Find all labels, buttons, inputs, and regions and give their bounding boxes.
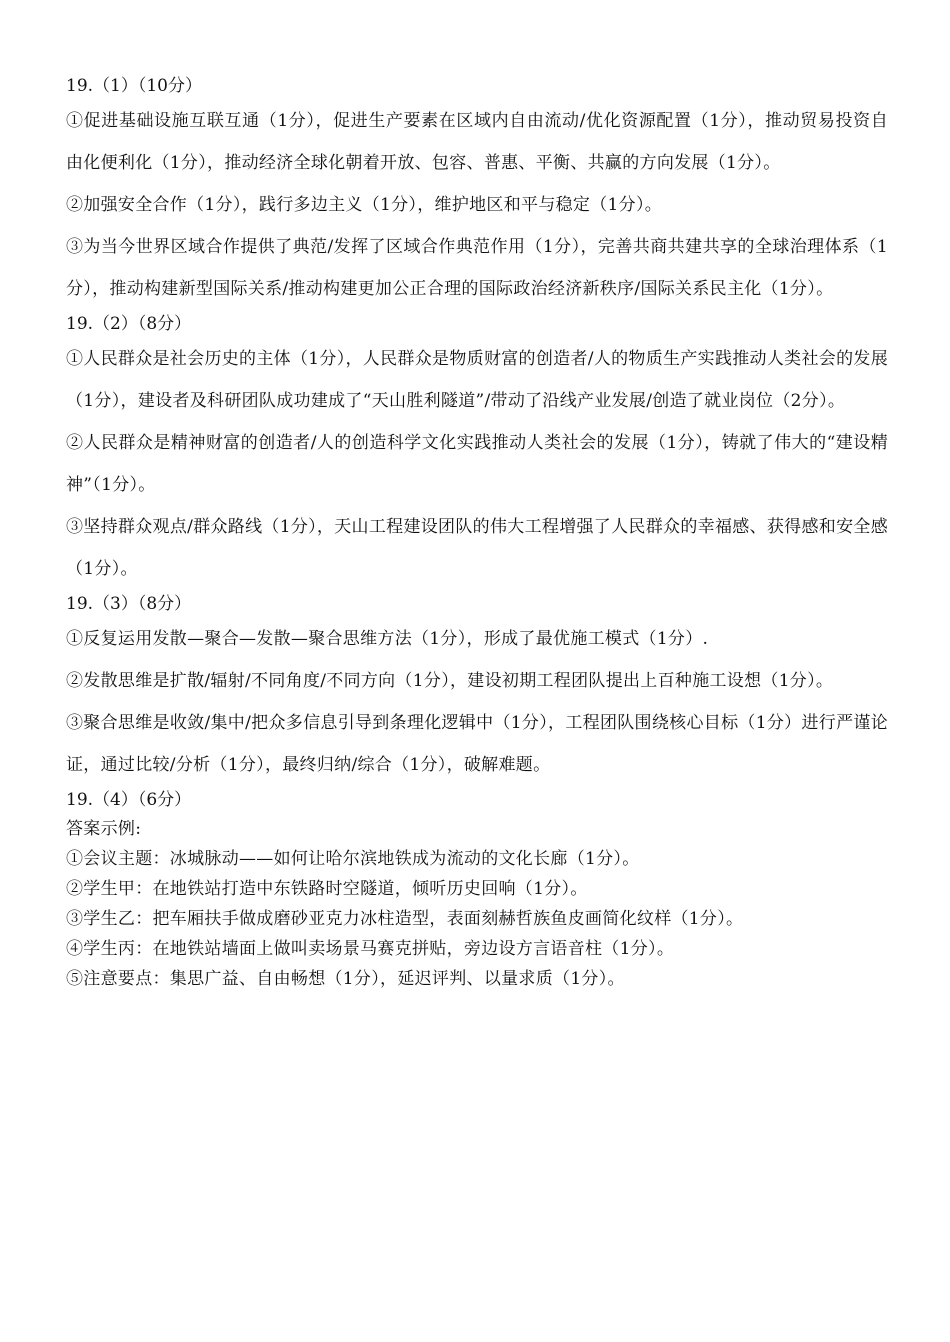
section-4 [66, 786, 888, 994]
section-1-item-2: ②加强安全合作（1分），践行多边主义（1分），维护地区和平与稳定（1分）。 [66, 195, 663, 215]
section-2-heading: 19.（2）（8分） [66, 314, 192, 334]
answer-document [66, 72, 888, 994]
section-4-item-5: ⑤注意要点：集思广益、自由畅想（1分），延迟评判、以量求质（1分）。 [66, 969, 625, 989]
section-1-heading: 19.（1）（10分） [66, 76, 202, 96]
section-4-item-3: ③学生乙：把车厢扶手做成磨砂亚克力冰柱造型，表面刻赫哲族鱼皮画简化纹样（1分）。 [66, 909, 744, 929]
section-2-item-1: ①人民群众是社会历史的主体（1分），人民群众是物质财富的创造者/人的物质生产实践推动人类社会的发展（1分），建设者及科研团队成功建成了“天山胜利隧道”/带动了沿线产业发展/创造了就业岗位（2分）。 [66, 349, 888, 411]
section-4-item-2: ②学生甲：在地铁站打造中东铁路时空隧道，倾听历史回响（1分）。 [66, 879, 588, 899]
section-2-item-2: ②人民群众是精神财富的创造者/人的创造科学文化实践推动人类社会的发展（1分），铸就了伟大的“建设精神”（1分）。 [66, 433, 888, 495]
section-4-item-4: ④学生丙：在地铁站墙面上做叫卖场景马赛克拼贴，旁边设方言语音柱（1分）。 [66, 939, 675, 959]
section-3-heading: 19.（3）（8分） [66, 594, 192, 614]
section-3-item-1: ①反复运用发散—聚合—发散—聚合思维方法（1分），形成了最优施工模式（1分）. [66, 629, 709, 649]
section-3-item-2: ②发散思维是扩散/辐射/不同角度/不同方向（1分），建设初期工程团队提出上百种施工设想（1分）。 [66, 671, 834, 691]
section-3-item-3: ③聚合思维是收敛/集中/把众多信息引导到条理化逻辑中（1分），工程团队围绕核心目标（1分）进行严谨论证，通过比较/分析（1分），最终归纳/综合（1分），破解难题。 [66, 713, 888, 775]
section-1-item-1: ①促进基础设施互联互通（1分），促进生产要素在区域内自由流动/优化资源配置（1分），推动贸易投资自由化便利化（1分），推动经济全球化朝着开放、包容、普惠、平衡、共赢的方向发展（1分）。 [66, 111, 888, 173]
section-2 [66, 310, 888, 590]
section-4-subheading: 答案示例: [66, 819, 142, 839]
section-1-item-3: ③为当今世界区域合作提供了典范/发挥了区域合作典范作用（1分），完善共商共建共享的全球治理体系（1分），推动构建新型国际关系/推动构建更加公正合理的国际政治经济新秩序/国际关系民主化（1分）。 [66, 237, 888, 299]
section-1 [66, 72, 888, 310]
section-4-heading: 19.（4）（6分） [66, 790, 192, 810]
section-4-item-1: ①会议主题：冰城脉动——如何让哈尔滨地铁成为流动的文化长廊（1分）。 [66, 849, 640, 869]
section-2-item-3: ③坚持群众观点/群众路线（1分），天山工程建设团队的伟大工程增强了人民群众的幸福感、获得感和安全感（1分）。 [66, 517, 888, 579]
section-3 [66, 590, 888, 786]
